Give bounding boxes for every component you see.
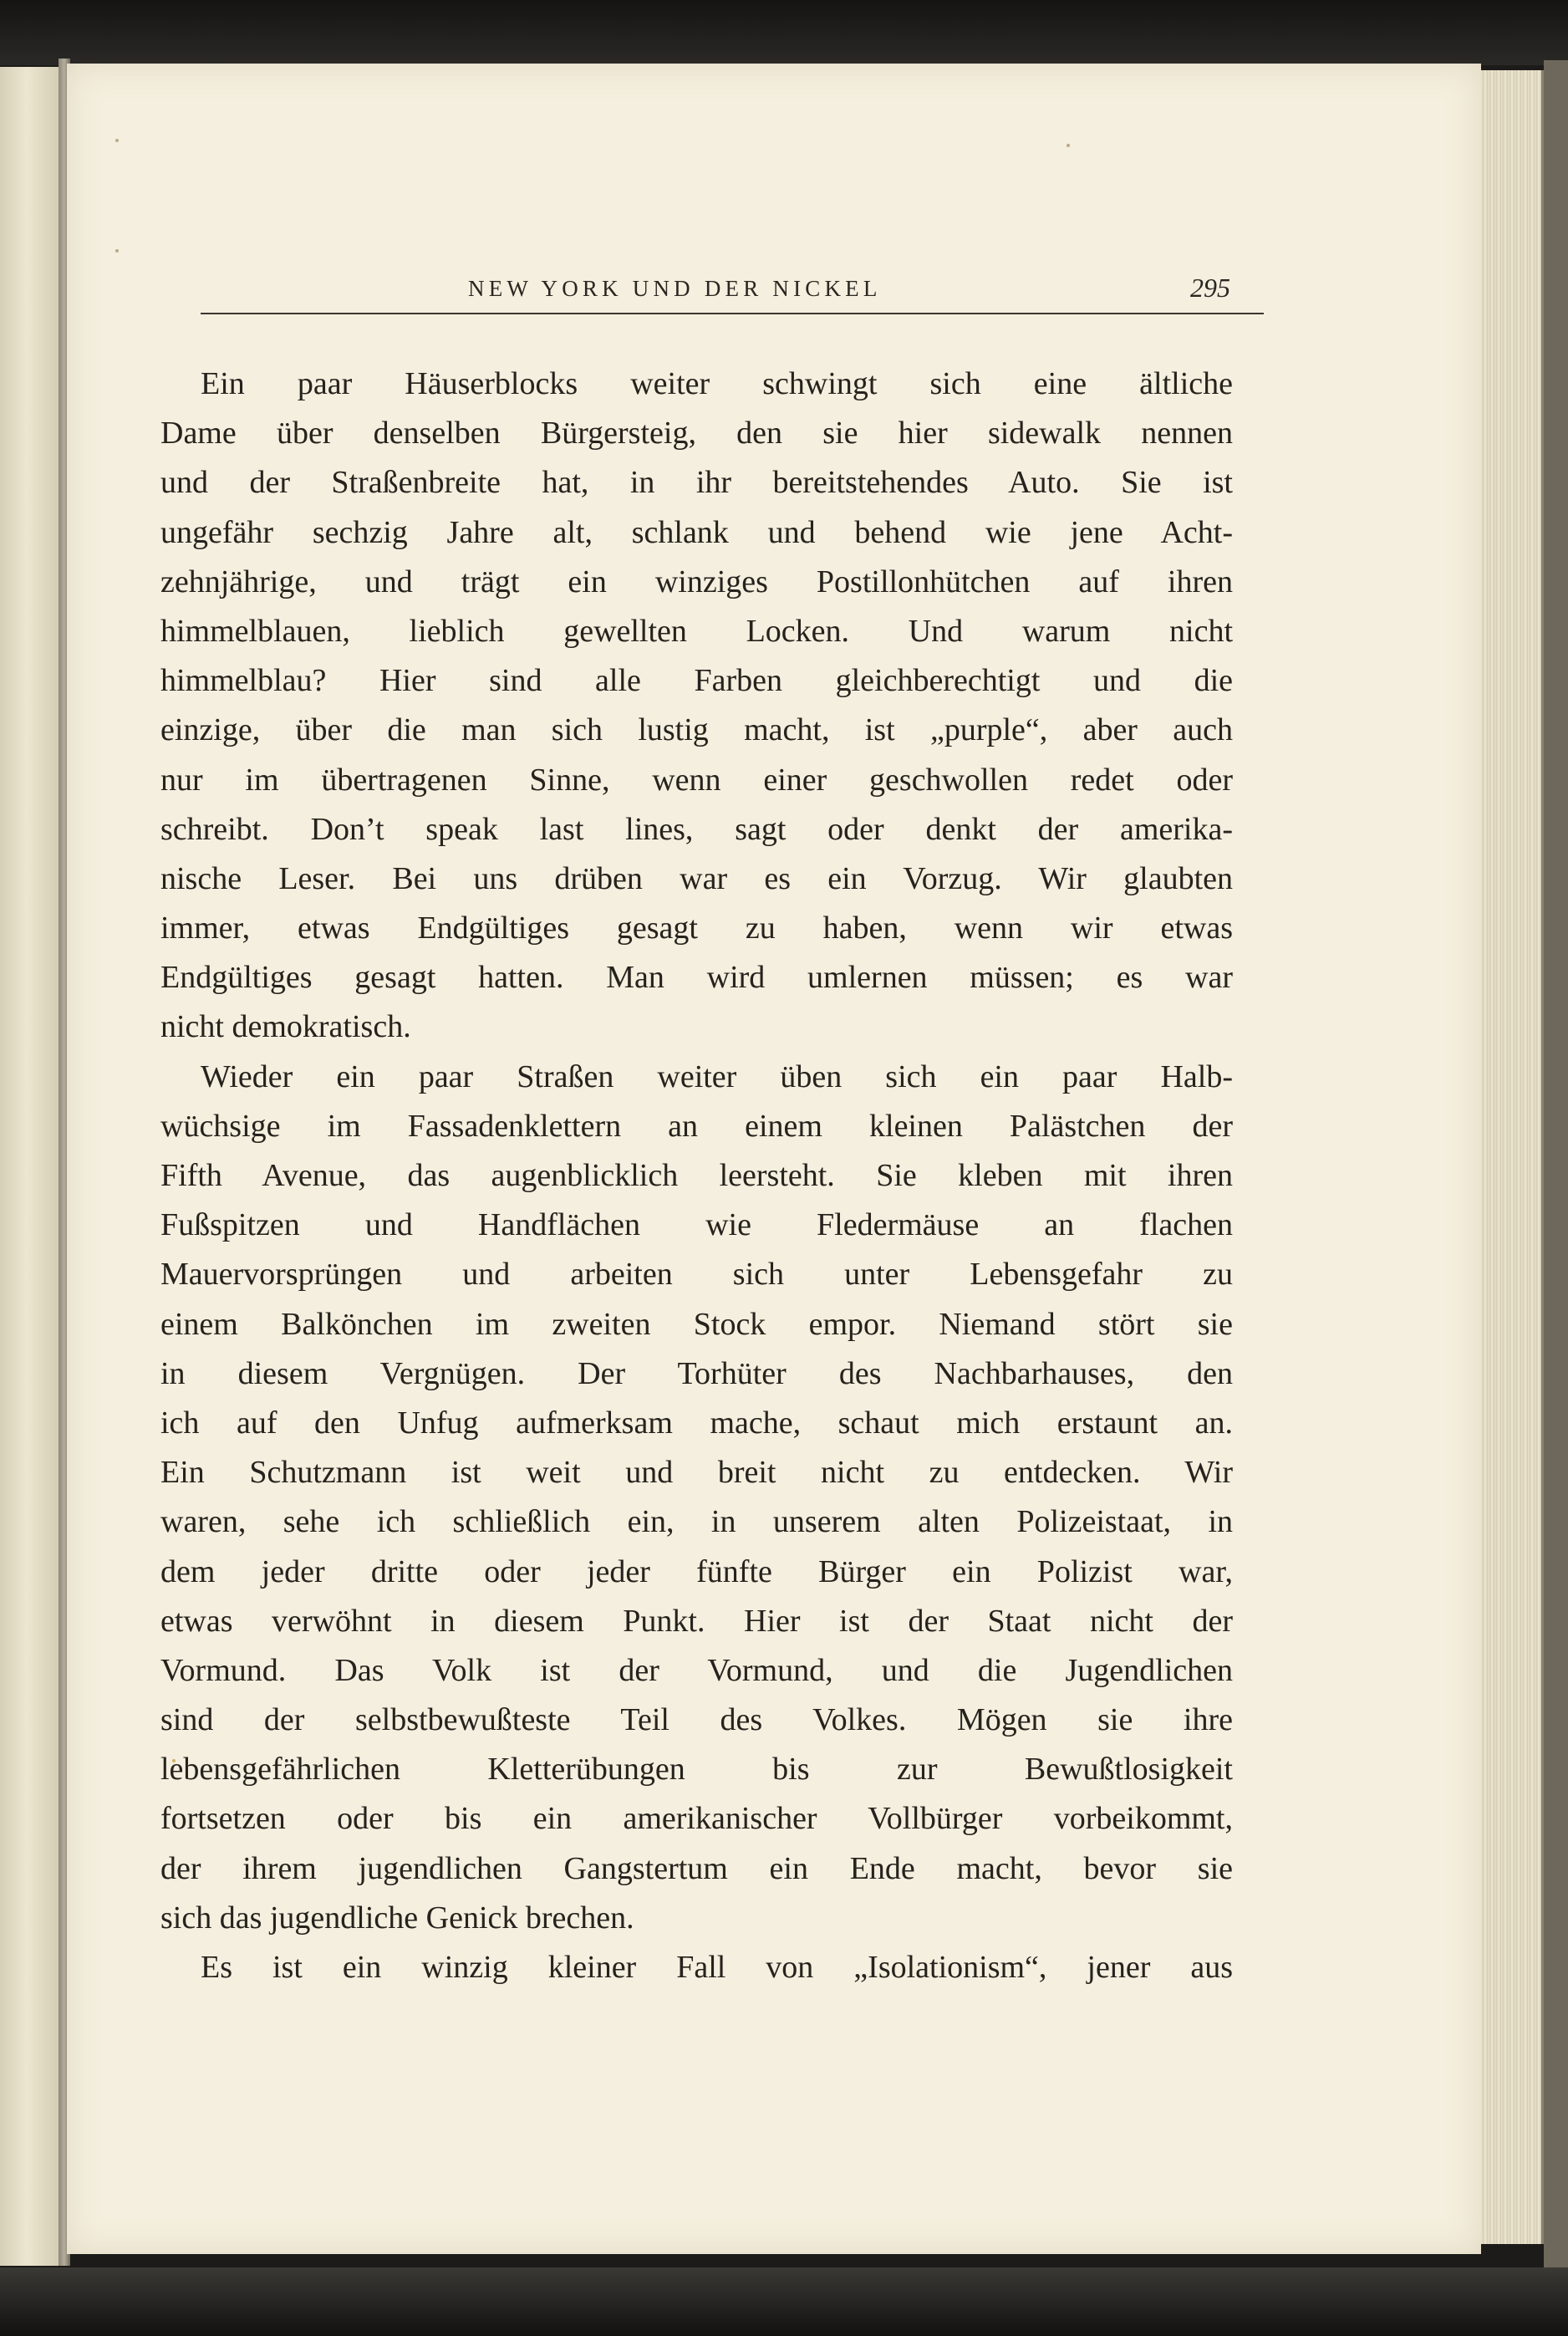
text-line: in diesem Vergnügen. Der Torhüter des Nachbarhauses, den xyxy=(160,1355,1233,1391)
text-line: Es ist ein winzig kleiner Fall von „Isolationism“, jener aus xyxy=(201,1950,1233,1985)
paper-speck xyxy=(115,249,119,252)
body-text xyxy=(160,360,1233,1992)
text-line: ungefähr sechzig Jahre alt, schlank und behend wie jene Acht- xyxy=(160,514,1233,550)
text-line: etwas verwöhnt in diesem Punkt. Hier ist der Staat nicht der xyxy=(160,1603,1233,1639)
text-line: fortsetzen oder bis ein amerikanischer Vollbürger vorbeikommt, xyxy=(160,1801,1233,1837)
text-line: einzige, über die man sich lustig macht, ist „purple“, aber auch xyxy=(160,712,1233,748)
scan-background-top xyxy=(0,0,1568,65)
text-line: ich auf den Unfug aufmerksam mache, schaut mich erstaunt an. xyxy=(160,1405,1233,1441)
text-line: lebensgefährlichen Kletterübungen bis zur Bewußtlosigkeit xyxy=(160,1752,1233,1788)
text-line: nur im übertragenen Sinne, wenn einer geschwollen redet oder xyxy=(160,762,1233,798)
text-line: Fifth Avenue, das augenblicklich leersteht. Sie kleben mit ihren xyxy=(160,1158,1233,1193)
text-line: wüchsige im Fassadenklettern an einem kleinen Palästchen der xyxy=(160,1108,1233,1144)
text-line: sind der selbstbewußteste Teil des Volkes. Mögen sie ihre xyxy=(160,1702,1233,1738)
text-line: Vormund. Das Volk ist der Vormund, und die Jugendlichen xyxy=(160,1652,1233,1688)
text-line: der ihrem jugendlichen Gangstertum ein Ende macht, bevor sie xyxy=(160,1850,1233,1886)
facing-page-edge xyxy=(0,67,67,2266)
running-head-title: NEW YORK UND DER NICKEL xyxy=(468,276,882,301)
paragraph xyxy=(160,360,1233,1053)
text-line: nische Leser. Bei uns drüben war es ein Vorzug. Wir glaubten xyxy=(160,860,1233,896)
scan-background-bottom xyxy=(0,2267,1568,2336)
text-line: einem Balkönchen im zweiten Stock empor. Niemand stört sie xyxy=(160,1306,1233,1342)
text-line: Dame über denselben Bürgersteig, den sie hier sidewalk nennen xyxy=(160,416,1233,451)
text-line: himmelblauen, lieblich gewellten Locken. Und warum nicht xyxy=(160,613,1233,649)
text-line: Wieder ein paar Straßen weiter üben sich ein paar Halb- xyxy=(201,1058,1233,1094)
text-line: zehnjährige, und trägt ein winziges Postillonhütchen auf ihren xyxy=(160,564,1233,599)
running-head-rule xyxy=(201,313,1264,314)
text-line: himmelblau? Hier sind alle Farben gleichberechtigt und die xyxy=(160,663,1233,699)
text-line: schreibt. Don’t speak last lines, sagt oder denkt der amerika- xyxy=(160,811,1233,847)
text-line: immer, etwas Endgültiges gesagt zu haben, wenn wir etwas xyxy=(160,910,1233,946)
paper-speck xyxy=(1067,144,1070,147)
text-line: sich das jugendliche Genick brechen. xyxy=(160,1900,634,1936)
text-line: Ein paar Häuserblocks weiter schwingt sich eine ältliche xyxy=(201,366,1233,401)
book-cover-edge xyxy=(1544,60,1568,2267)
text-line: dem jeder dritte oder jeder fünfte Bürger ein Polizist war, xyxy=(160,1553,1233,1589)
page-block-edges xyxy=(1481,70,1544,2244)
paragraph xyxy=(160,1053,1233,1943)
text-line: Ein Schutzmann ist weit und breit nicht zu entdecken. Wir xyxy=(160,1455,1233,1491)
paragraph xyxy=(201,1943,1233,1992)
text-line: Endgültiges gesagt hatten. Man wird umlernen müssen; es war xyxy=(160,960,1233,996)
text-line: nicht demokratisch. xyxy=(160,1009,411,1045)
text-line: Mauervorsprüngen und arbeiten sich unter Lebensgefahr zu xyxy=(160,1257,1233,1293)
text-line: und der Straßenbreite hat, in ihr bereitstehendes Auto. Sie ist xyxy=(160,465,1233,501)
paper-speck xyxy=(115,139,119,142)
running-head xyxy=(134,269,1264,314)
page-number: 295 xyxy=(1190,273,1230,303)
text-line: Fußspitzen und Handflächen wie Fledermäuse an flachen xyxy=(160,1207,1233,1243)
text-line: waren, sehe ich schließlich ein, in unserem alten Polizeistaat, in xyxy=(160,1504,1233,1540)
